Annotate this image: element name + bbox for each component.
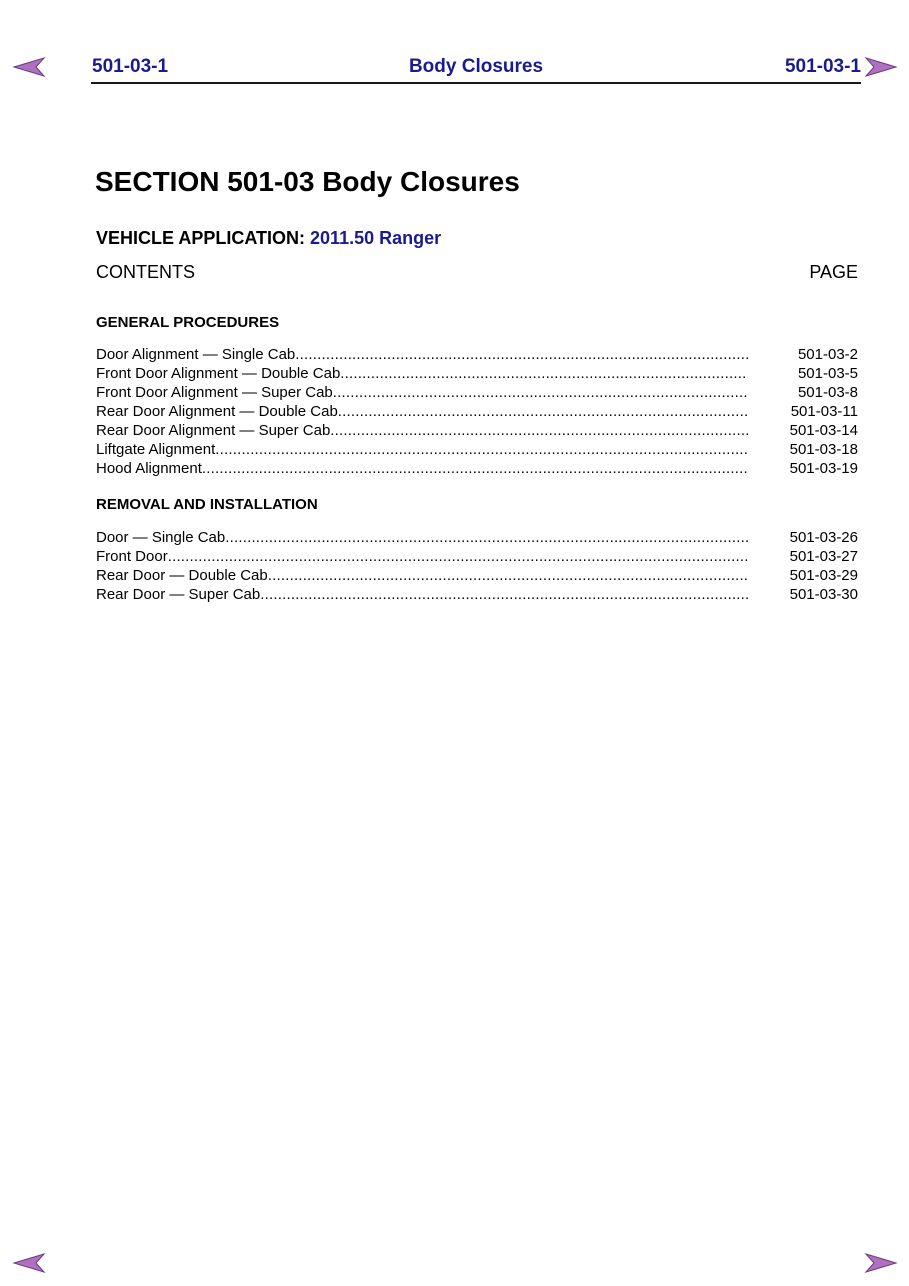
toc-entry-title: Door Alignment — Single Cab .....: [96, 345, 748, 364]
toc-entry[interactable]: [96, 402, 858, 421]
toc-entry-title: Rear Door — Super Cab .....: [96, 585, 748, 604]
next-page-button-bottom[interactable]: [864, 1252, 898, 1274]
header-page-number-left: 501-03-1: [92, 56, 169, 77]
vehicle-application-value: 2011.50 Ranger: [310, 228, 442, 248]
page-column-label: PAGE: [809, 262, 858, 282]
toc-entry-title: Liftgate Alignment .....: [96, 440, 748, 459]
toc-entry[interactable]: [96, 364, 858, 383]
header-page-number-right: 501-03-1: [784, 56, 861, 77]
toc-list-general-procedures: [96, 345, 858, 478]
toc-entry-title: Front Door .....: [96, 547, 748, 566]
page-header: [91, 54, 861, 84]
toc-entry-page: 501-03-2: [797, 346, 858, 363]
toc-entry[interactable]: [96, 383, 858, 402]
toc-entry-title: Front Door Alignment — Super Cab .....: [96, 383, 748, 402]
toc-entry-page: 501-03-11: [790, 403, 858, 420]
toc-entry-page: 501-03-14: [789, 422, 858, 439]
previous-page-button[interactable]: [12, 56, 46, 78]
group-heading-general-procedures: GENERAL PROCEDURES: [96, 314, 280, 331]
toc-entry[interactable]: [96, 547, 858, 566]
vehicle-application-label: VEHICLE APPLICATION:: [96, 228, 306, 248]
toc-entry-page: 501-03-19: [789, 460, 858, 477]
toc-entry-title: Rear Door Alignment — Super Cab .....: [96, 421, 748, 440]
header-title: Body Closures: [408, 56, 544, 77]
toc-entry[interactable]: [96, 585, 858, 604]
toc-entry-title: Rear Door — Double Cab .....: [96, 566, 748, 585]
toc-entry-page: 501-03-29: [789, 567, 858, 584]
right-arrow-icon: [864, 56, 898, 78]
toc-entry-title: Hood Alignment .....: [96, 459, 748, 478]
toc-entry-title: Door — Single Cab .....: [96, 528, 748, 547]
toc-entry-page: 501-03-5: [797, 365, 858, 382]
toc-entry[interactable]: [96, 345, 858, 364]
section-title: SECTION 501-03 Body Closures: [95, 166, 520, 197]
left-arrow-icon: [12, 56, 46, 78]
toc-entry[interactable]: [96, 528, 858, 547]
toc-entry-title: Rear Door Alignment — Double Cab .....: [96, 402, 748, 421]
toc-entry-page: 501-03-8: [797, 384, 858, 401]
left-arrow-icon: [12, 1252, 46, 1274]
toc-entry[interactable]: [96, 440, 858, 459]
toc-list-removal-and-installation: [96, 528, 858, 604]
toc-entry[interactable]: [96, 421, 858, 440]
vehicle-application: [96, 228, 441, 249]
group-heading-removal-and-installation: REMOVAL AND INSTALLATION: [96, 496, 318, 513]
previous-page-button-bottom[interactable]: [12, 1252, 46, 1274]
right-arrow-icon: [864, 1252, 898, 1274]
toc-entry-page: 501-03-30: [789, 586, 858, 603]
toc-entry-title: Front Door Alignment — Double Cab .....: [96, 364, 748, 383]
contents-label: CONTENTS: [96, 262, 195, 282]
next-page-button[interactable]: [864, 56, 898, 78]
contents-header-row: [96, 262, 858, 283]
toc-entry-page: 501-03-27: [789, 548, 858, 565]
toc-entry-page: 501-03-18: [789, 441, 858, 458]
toc-entry[interactable]: [96, 459, 858, 478]
toc-entry[interactable]: [96, 566, 858, 585]
toc-entry-page: 501-03-26: [789, 529, 858, 546]
